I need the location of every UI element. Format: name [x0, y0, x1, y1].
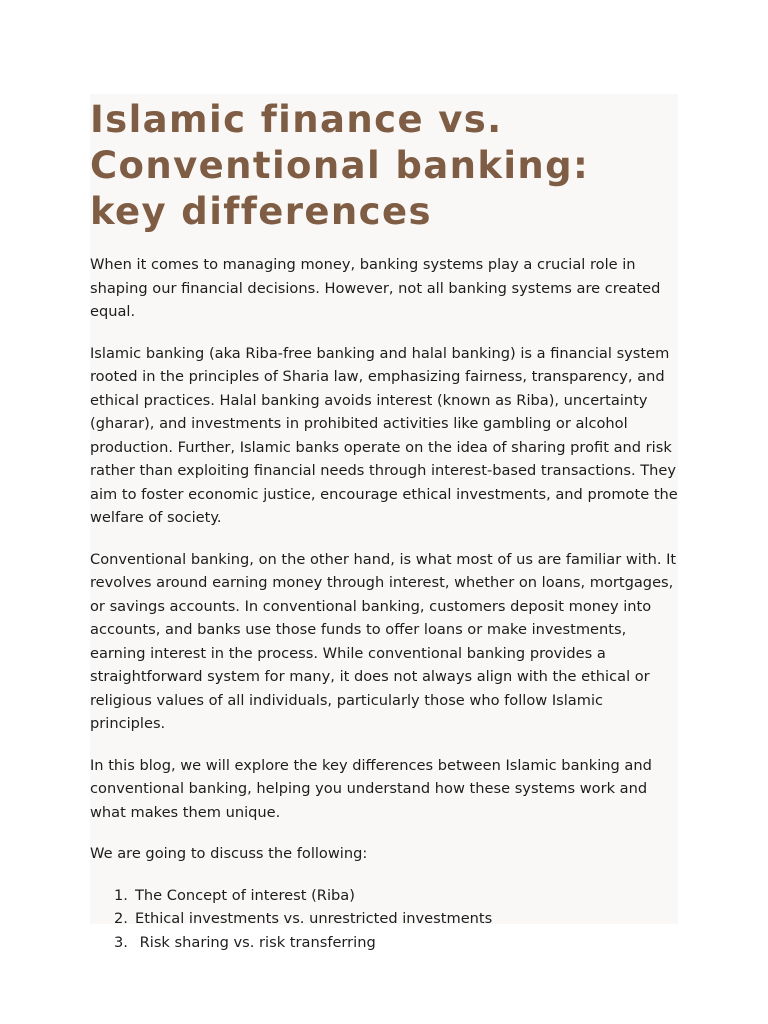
list-item-number: 2.: [114, 910, 128, 928]
intro-paragraph: When it comes to managing money, banking systems play a crucial role in shaping our financial decisions. However, not all banking systems are created equal.: [90, 256, 661, 320]
list-item-text: Ethical investments vs. unrestricted investments: [135, 910, 493, 928]
blog-overview-paragraph: In this blog, we will explore the key differences between Islamic banking and conventional banking, helping you understand how these systems work and what makes them unique.: [90, 756, 652, 821]
list-item-number: 1.: [114, 886, 128, 904]
list-item: [90, 907, 678, 931]
topics-list: [90, 884, 678, 955]
list-item: [90, 884, 678, 908]
article-title: Islamic finance vs. Conventional banking: key differences: [90, 98, 590, 233]
article-content: [90, 94, 678, 952]
list-item-text: The Concept of interest (Riba): [135, 886, 355, 904]
list-intro-paragraph: We are going to discuss the following:: [90, 845, 368, 862]
islamic-banking-paragraph: Islamic banking (aka Riba-free banking and halal banking) is a financial system rooted in the principles of Sharia law, emphasizing fairness, transparency, and ethical practices. Halal banking avoids interest (known as Riba), uncertainty (gharar), and investments in prohibited activities like gambling or alcohol production. Further, Islamic banks operate on the idea of sharing profit and risk rather than exploiting financial needs through interest-based transactions. They aim to foster economic justice, encourage ethical investments, and promote the welfare of society.: [90, 344, 678, 526]
conventional-banking-paragraph: Conventional banking, on the other hand, is what most of us are familiar with. It revolves around earning money through interest, whether on loans, mortgages, or savings accounts. In conventional banking, customers deposit money into accounts, and banks use those funds to offer loans or make investments, earning interest in the process. While conventional banking provides a straightforward system for many, it does not always align with the ethical or religious values of all individuals, particularly those who follow Islamic principles.: [90, 550, 677, 732]
list-item-number: 3.: [114, 934, 128, 952]
list-item: [90, 931, 678, 955]
list-item-text: Risk sharing vs. risk transferring: [135, 934, 376, 952]
